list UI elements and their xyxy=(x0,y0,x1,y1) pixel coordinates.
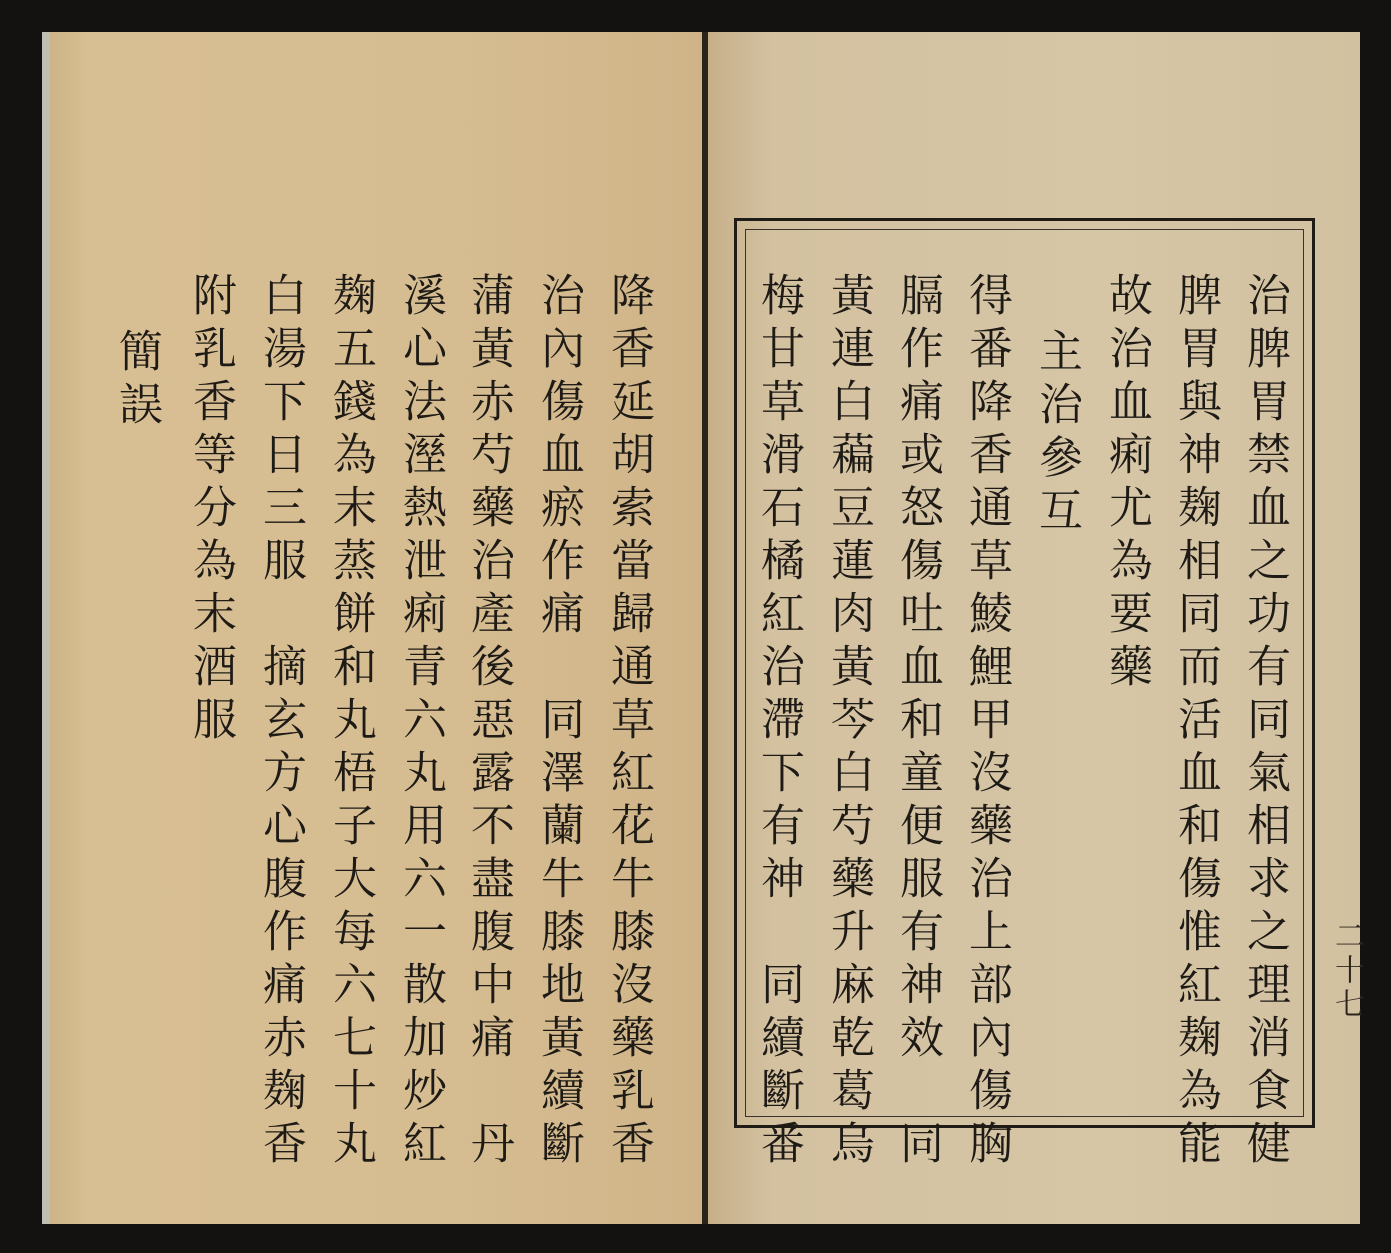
left-column-7: 附乳香等分為末酒服 xyxy=(185,272,236,749)
book-spread xyxy=(42,32,1364,1224)
left-column-5: 麹五錢為末蒸餅和丸梧子大每六七十丸 xyxy=(325,272,376,1173)
right-column-3: 故治血痢尤為要藥 xyxy=(1101,272,1152,696)
section-heading-zhuzhi: 主治參互 xyxy=(1031,328,1082,540)
left-column-3: 蒲黃赤芍藥治產後惡露不盡腹中痛 丹 xyxy=(463,272,514,1173)
right-column-2: 脾胃與神麹相同而活血和傷惟紅麹為能 xyxy=(1170,272,1221,1173)
page-number: 二十七 xyxy=(1329,920,1364,1022)
book-gutter xyxy=(702,32,708,1224)
left-column-2: 治內傷血瘀作痛 同澤蘭牛膝地黃續斷 xyxy=(533,272,584,1173)
section-heading-jianwu: 簡誤 xyxy=(111,328,162,434)
right-column-8: 梅甘草滑石橘紅治滯下有神 同續斷番 xyxy=(753,272,804,1173)
left-column-6: 白湯下日三服 摘玄方心腹作痛赤麹香 xyxy=(255,272,306,1173)
left-column-1: 降香延胡索當歸通草紅花牛膝沒藥乳香 xyxy=(603,272,654,1173)
right-column-1: 治脾胃禁血之功有同氣相求之理消食健 xyxy=(1239,272,1290,1173)
left-column-4: 溪心法溼熱泄痢青六丸用六一散加炒紅 xyxy=(395,272,446,1173)
right-column-5: 得番降香通草鯪鯉甲沒藥治上部內傷胸 xyxy=(961,272,1012,1173)
right-column-7: 黃連白藊豆蓮肉黃芩白芍藥升麻乾葛烏 xyxy=(823,272,874,1173)
right-column-6: 膈作痛或怒傷吐血和童便服有神效 同 xyxy=(892,272,943,1173)
text-frame xyxy=(734,218,1315,1128)
